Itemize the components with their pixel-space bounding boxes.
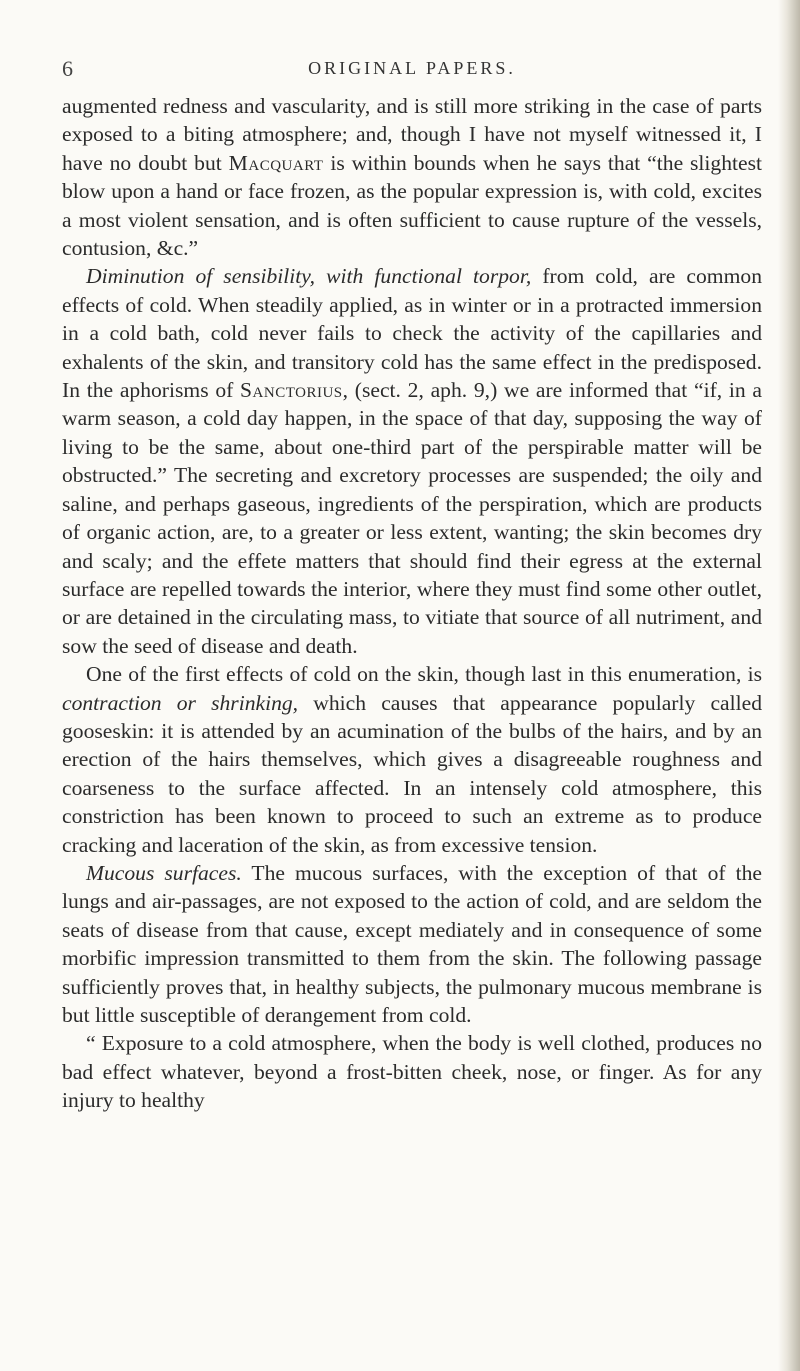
paragraph-2-lead: Diminution of sensibility, with functional torpor, [86,264,532,289]
page-edge-shadow [778,0,800,1371]
paragraph-5 [62,1029,762,1114]
page-number: 6 [62,56,73,81]
author-name-sanctorius: Sanctorius [240,378,343,403]
paragraph-4-lead: Mucous surfaces. [86,860,242,885]
paragraph-1-text-b: is within bounds when he says that “the slightest blow upon a hand or face frozen, as the popular expression is, with cold, excites a most violent sensation, and is often sufficient to cause rupture of the vessels, contusion, &c.” [62,150,763,261]
paragraph-4-text-a: The mucous surfaces, with the exception of that of the lungs and air-passages, are not exposed to the action of cold, and are seldom the seats of disease from that cause, except mediately and in consequence of some morbific impression transmitted to them from the skin. The following passage sufficiently proves that, in healthy subjects, the pulmonary mucous membrane is but little susceptible of derangement from cold. [62,860,762,1027]
body-text [62,92,762,1115]
paragraph-5-text-a: “ Exposure to a cold atmosphere, when the body is well clothed, produces no bad effect whatever, beyond a frost-bitten cheek, nose, or finger. As for any injury to healthy [62,1031,762,1113]
paragraph-4 [62,859,762,1029]
page-header [62,56,762,86]
paragraph-1-text-a: augmented redness and vascularity, and is still more striking in the case of parts exposed to a biting atmosphere; and, though I have not myself witnessed it, I have no doubt but [62,94,762,175]
paragraph-3-emphasis: contraction or shrinking, [62,690,299,715]
author-name-macquart: Macquart [228,150,324,175]
paragraph-2 [62,262,762,660]
paragraph-3-text-b: which causes that appearance popularly called gooseskin: it is attended by an acumination of the bulbs of the hairs, and by an erection of the hairs themselves, which gives a disagreeable roughness and coarseness to the surface affected. In an intensely cold atmosphere, this constriction has been known to proceed to such an extreme as to produce cracking and laceration of the skin, as from excessive tension. [62,690,763,857]
paragraph-1 [62,92,762,262]
paragraph-3 [62,660,762,859]
running-head: ORIGINAL PAPERS. [308,58,516,78]
paragraph-3-text-a: One of the first effects of cold on the skin, though last in this enumeration, is [86,662,762,687]
paragraph-2-text-b: , (sect. 2, aph. 9,) we are informed that “if, in a warm season, a cold day happen, in the space of that day, supposing the way of living to be the same, about one-third part of the perspirable matter will be obstructed.” The secreting and excretory processes are suspended; the oily and saline, and perhaps gaseous, ingredients of the perspiration, which are products of organic action, are, to a greater or less extent, wanting; the skin becomes dry and scaly; and the effete matters that should find their egress at the external surface are repelled towards the interior, where they must find some other outlet, or are detained in the circulating mass, to vitiate that source of all nutriment, and sow the seed of disease and death. [62,378,762,658]
paragraph-2-text-a: from cold, are common effects of cold. When steadily applied, as in winter or in a protracted immersion in a cold bath, cold never fails to check the activity of the capillaries and exhalents of the skin, and transitory cold has the same effect in the predisposed. In the aphorisms of [62,264,762,403]
